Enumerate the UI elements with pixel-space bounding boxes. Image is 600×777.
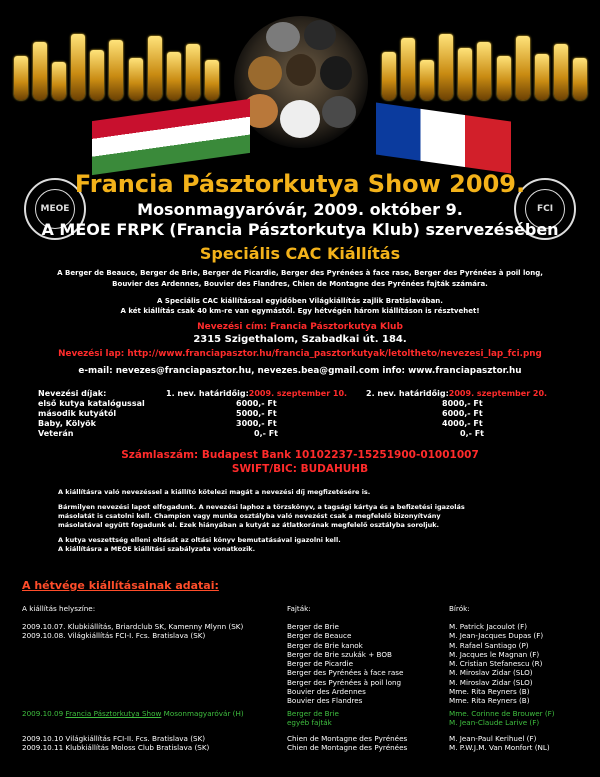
fee-row-value-2: 6000,- Ft [442, 409, 483, 418]
list-item: Berger des Pyrénées à poil long [287, 677, 402, 687]
list-item: Mme. Rita Reyners (B) [449, 696, 530, 706]
fee-row-value-1: 3000,- Ft [236, 419, 277, 428]
bank-account: Számlaszám: Budapest Bank 10102237-15251900-01001007 [121, 449, 479, 461]
list-item: Berger des Pyrénées à face rase [287, 668, 404, 678]
breeds-line-1: A Berger de Beauce, Berger de Brie, Berger de Picardie, Berger des Pyrénées à face rase, Berger des Pyrénées à poil long, [57, 269, 543, 277]
list-item: Mme. Corinne de Brouwer (F) [449, 709, 555, 718]
note-2: Bármilyen nevezési lapot elfogadunk. A nevezési laphoz a törzskönyv, a tagsági kártya és a befizetési igazolás [58, 503, 465, 511]
list-item: M. Rafael Santiago (P) [449, 640, 529, 650]
list-item: Bouvier des Flandres [287, 696, 363, 706]
col-header-judge: Bírók: [449, 604, 470, 613]
list-item: 2009.10.08. Világkiállítás FCI-I. Fcs. Bratislava (SK) [22, 631, 206, 641]
weekend-heading: A hétvége kiállításainak adatai: [22, 579, 219, 592]
list-item: Berger de Brie szukák + BOB [287, 649, 392, 659]
list-item: 2009.10.10 Világkiállítás FCI-II. Fcs. Bratislava (SK) [22, 734, 206, 743]
list-item: 2009.10.11 Klubkiállítás Moloss Club Bratislava (SK) [22, 743, 210, 753]
note-6: A kiállításra a MEOE kiállítási szabályzata vonatkozik. [58, 545, 256, 553]
list-item: M. Jean-Claude Larive (F) [449, 718, 540, 728]
fee-row-value-1: 0,- Ft [254, 429, 278, 438]
group1-places [22, 622, 243, 641]
col-header-breed: Fajták: [287, 604, 311, 613]
list-item: Berger de Beauce [287, 631, 352, 641]
list-item: M. Jacques le Magnan (F) [449, 649, 540, 659]
group2-breeds [287, 709, 339, 728]
group3-breeds [287, 734, 407, 753]
fees-header: Nevezési díjak: [38, 389, 107, 398]
fee-row-label: Veterán [38, 429, 74, 438]
deadline-1: 1. nev. határidőig:2009. szeptember 10. [166, 389, 348, 398]
fci-logo: FCI [514, 178, 576, 240]
fee-row-value-1: 5000,- Ft [236, 409, 277, 418]
list-item: M. P.W.J.M. Van Monfort (NL) [449, 743, 550, 753]
dogs-photo [234, 16, 368, 148]
french-flag [376, 103, 511, 174]
group1-judges [449, 622, 543, 706]
list-item: Mme. Rita Reyners (B) [449, 687, 530, 697]
place-date: Mosonmagyaróvár, 2009. október 9. [137, 200, 463, 219]
group3-places [22, 734, 209, 753]
fee-row-value-2: 0,- Ft [460, 429, 484, 438]
meoe-logo: MEOE [24, 178, 86, 240]
list-item: M. Jean-Jacques Dupas (F) [449, 631, 544, 641]
group2-date: 2009.10.09 [22, 709, 64, 718]
deadline-2: 2. nev. határidőig:2009. szeptember 20. [366, 389, 548, 398]
list-item: 2009.10.07. Klubkiállítás, Briardclub SK, Kamenny Mlynn (SK) [22, 622, 244, 631]
contact-line[interactable]: e-mail: nevezes@franciapasztor.hu, nevezes.bea@gmail.com info: www.franciapasztor.hu [78, 366, 522, 376]
info-line-2: A két kiállítás csak 40 km-re van egymástól. Egy hétvégén három kiállításon is résztvehet! [120, 307, 480, 315]
entry-address-label: Nevezési cím: Francia Pásztorkutya Klub [197, 322, 403, 332]
list-item: Berger de Picardie [287, 659, 354, 669]
note-5: A kutya veszettség elleni oltását az oltási könyv bemutatásával igazolni kell. [58, 536, 341, 544]
list-item: egyéb fajták [287, 718, 332, 728]
group3-judges [449, 734, 550, 753]
group1-breeds [287, 622, 403, 706]
list-item: M. Patrick Jacoulot (F) [449, 622, 528, 631]
list-item: Berger de Brie kanok [287, 640, 363, 650]
col-header-place: A kiállítás helyszíne: [22, 604, 96, 613]
swift-code: SWIFT/BIC: BUDAHUHB [231, 463, 369, 475]
entry-form-link[interactable]: Nevezési lap: http://www.franciapasztor.hu/francia_pasztorkutyak/letoltheto/nevezesi_lap_fci.png [58, 349, 542, 359]
fee-row-value-2: 4000,- Ft [442, 419, 483, 428]
group2-place [22, 709, 244, 718]
list-item: Bouvier des Ardennes [287, 687, 366, 697]
fee-row-label: második kutyától [38, 409, 117, 418]
list-item: M. Cristian Stefanescu (R) [449, 659, 543, 669]
breeds-line-2: Bouvier des Ardennes, Bouvier des Flandres, Chien de Montagne des Pyrénées fajták számára. [112, 280, 488, 288]
fee-row-label: első kutya katalógussal [38, 399, 145, 408]
note-3: másolatát is csatolni kell. Champion vagy munka osztályba való nevezést csak a megfelelő bizonyítvány [58, 512, 441, 520]
organizer: A MEOE FRPK (Francia Pásztorkutya Klub) szervezésében [41, 220, 559, 239]
list-item: M. Miroslav Zidar (SLO) [449, 677, 533, 687]
list-item: Chien de Montagne des Pyrénées [287, 743, 408, 753]
list-item: M. Jean-Paul Kerihuel (F) [449, 734, 537, 743]
list-item: Chien de Montagne des Pyrénées [287, 734, 408, 743]
fee-row-value-1: 6000,- Ft [236, 399, 277, 408]
fee-row-label: Baby, Kölyök [38, 419, 96, 428]
show-link[interactable]: Francia Pásztorkutya Show [65, 709, 162, 718]
trophies-right [382, 30, 587, 100]
hungarian-flag [92, 99, 250, 175]
page-title: Francia Pásztorkutya Show 2009. [74, 170, 526, 198]
fee-row-value-2: 8000,- Ft [442, 399, 483, 408]
info-line-1: A Speciális CAC kiállítással egyidőben Világkiállítás zajlik Bratislavában. [157, 297, 443, 305]
list-item: Berger de Brie [287, 709, 339, 718]
entry-address: 2315 Szigethalom, Szabadkai út. 184. [193, 334, 407, 345]
list-item: M. Miroslav Zidar (SLO) [449, 668, 533, 678]
group2-city: Mosonmagyaróvár (H) [163, 709, 244, 718]
note-4: másolatával együtt fogadunk el. Ezek hiányában a kutyát az átlatkorának megfelelő osztályba soroljuk. [58, 521, 440, 529]
group2-judges [449, 709, 555, 728]
trophies-left [14, 30, 219, 100]
list-item: Berger de Brie [287, 622, 339, 631]
show-type: Speciális CAC Kiállítás [199, 244, 401, 263]
note-1: A kiállításra való nevezéssel a kiállító kötelezi magát a nevezési díj megfizetésére is. [58, 488, 371, 496]
